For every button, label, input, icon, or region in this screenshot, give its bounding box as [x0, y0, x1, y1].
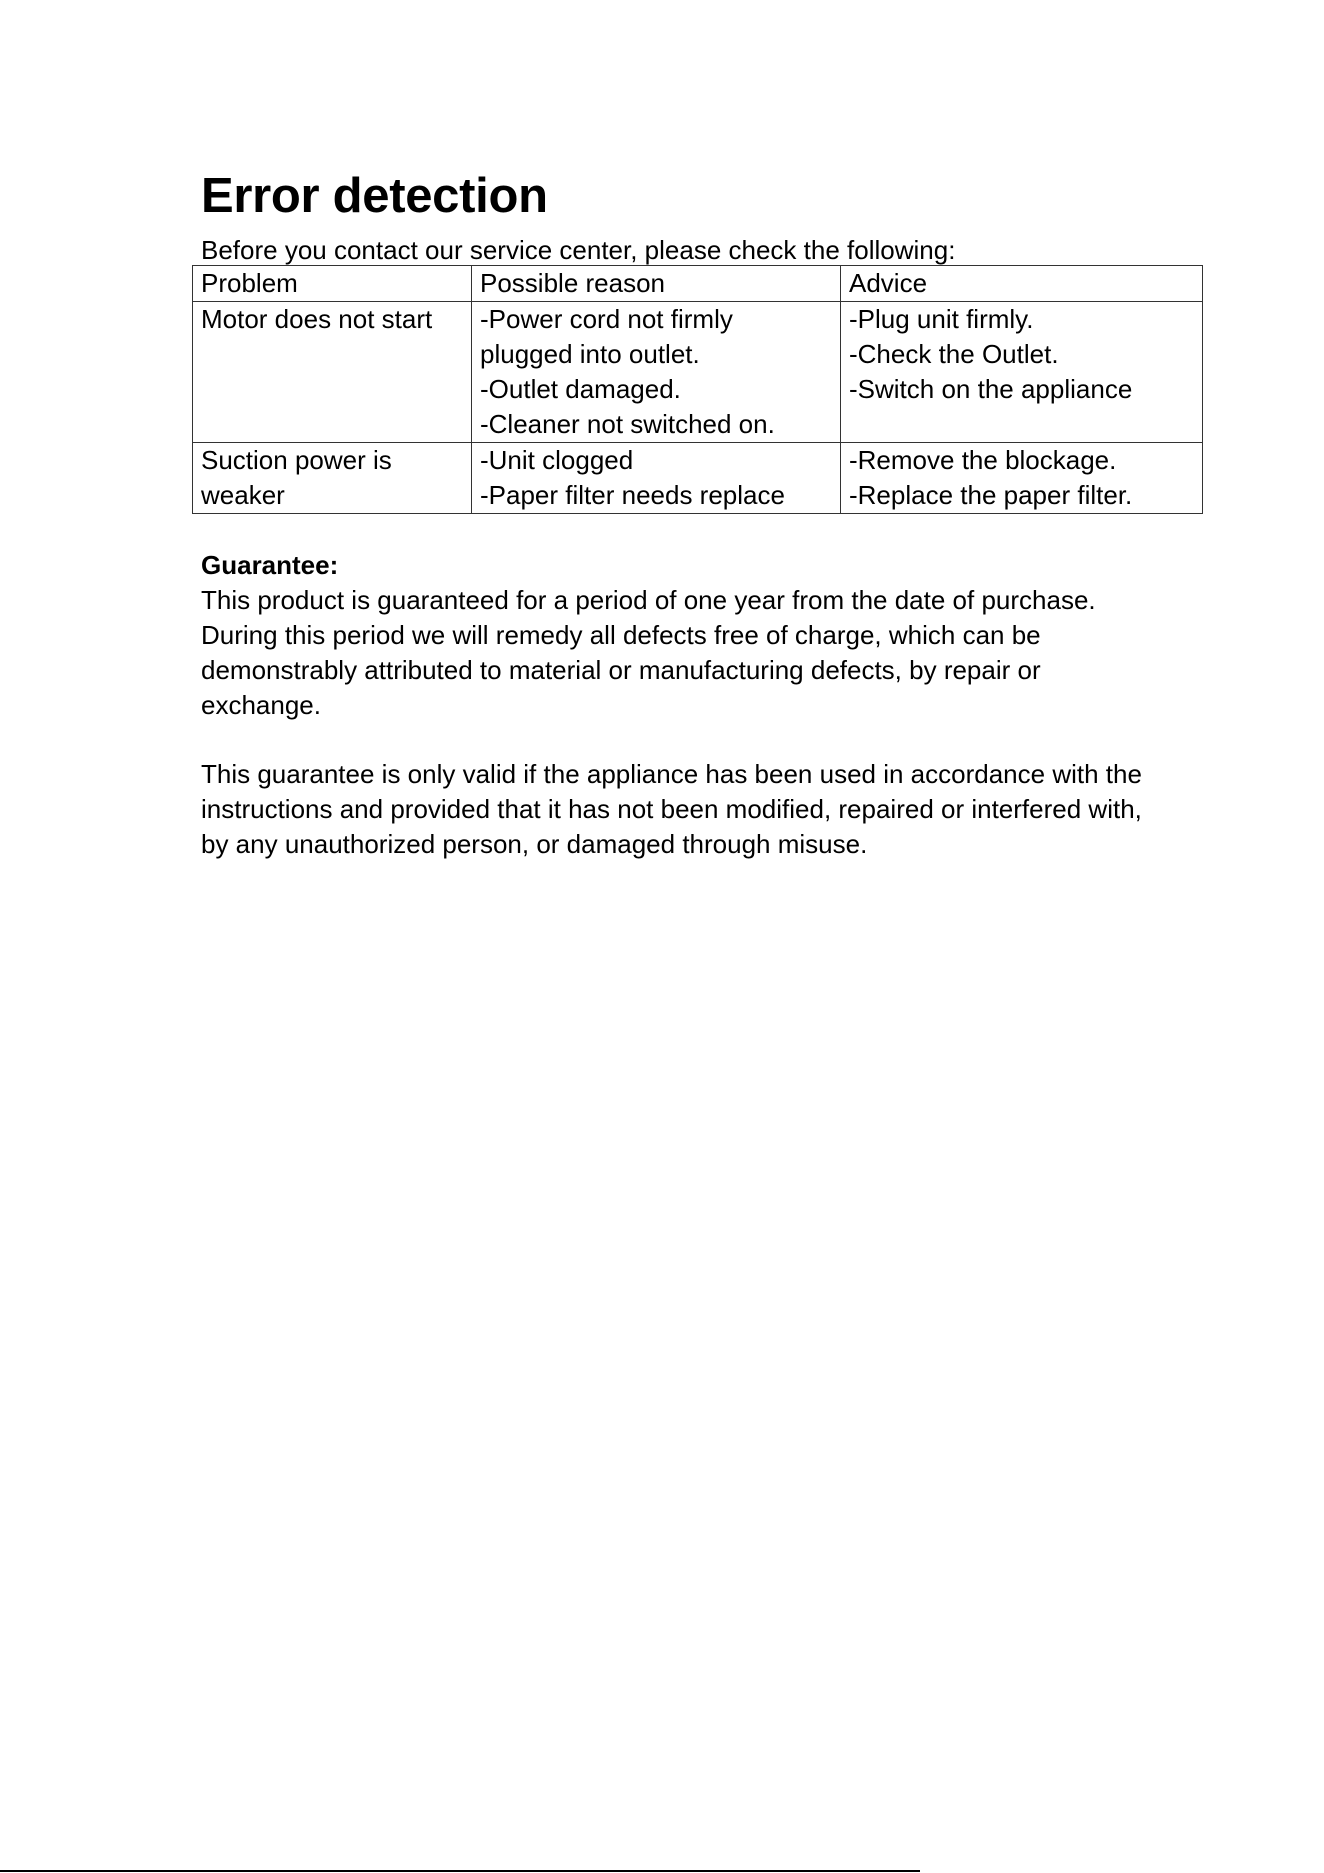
reason-line: -Power cord not firmly	[480, 304, 733, 334]
advice-line: -Check the Outlet.	[849, 339, 1059, 369]
reason-line: -Cleaner not switched on.	[480, 409, 775, 439]
guarantee-heading: Guarantee:	[201, 550, 339, 580]
problem-cell	[193, 443, 472, 514]
table-row	[193, 443, 1203, 514]
advice-line: -Remove the blockage.	[849, 445, 1117, 475]
reason-line: -Unit clogged	[480, 445, 634, 475]
table-header-row	[193, 266, 1203, 302]
problem-line: weaker	[201, 480, 285, 510]
advice-line: -Switch on the appliance	[849, 374, 1133, 404]
advice-cell	[841, 302, 1203, 443]
table-row	[193, 302, 1203, 443]
page-title: Error detection	[201, 169, 548, 223]
reason-line: -Outlet damaged.	[480, 374, 681, 404]
problem-cell	[193, 302, 472, 443]
header-possible-reason: Possible reason	[472, 266, 841, 302]
page-bottom-rule	[0, 1870, 920, 1872]
advice-line: -Plug unit firmly.	[849, 304, 1034, 334]
advice-cell	[841, 443, 1203, 514]
header-problem: Problem	[193, 266, 472, 302]
intro-text: Before you contact our service center, please check the following:	[201, 235, 956, 265]
problem-line: Motor does not start	[201, 304, 433, 334]
guarantee-paragraph-2: This guarantee is only valid if the appliance has been used in accordance with the instructions and provided that it has not been modified, repaired or interfered with, by any unauthorized person, or damaged through misuse.	[201, 759, 1142, 859]
problem-line: Suction power is	[201, 445, 392, 475]
header-advice: Advice	[841, 266, 1203, 302]
reason-cell	[472, 443, 841, 514]
error-detection-table	[192, 265, 1203, 514]
advice-line: -Replace the paper filter.	[849, 480, 1133, 510]
guarantee-paragraph-1: This product is guaranteed for a period of one year from the date of purchase. During this period we will remedy all defects free of charge, which can be demonstrably attributed to material or manufacturing defects, by repair or exchange.	[201, 585, 1096, 720]
reason-line: -Paper filter needs replace	[480, 480, 785, 510]
reason-cell	[472, 302, 841, 443]
reason-line: plugged into outlet.	[480, 339, 700, 369]
